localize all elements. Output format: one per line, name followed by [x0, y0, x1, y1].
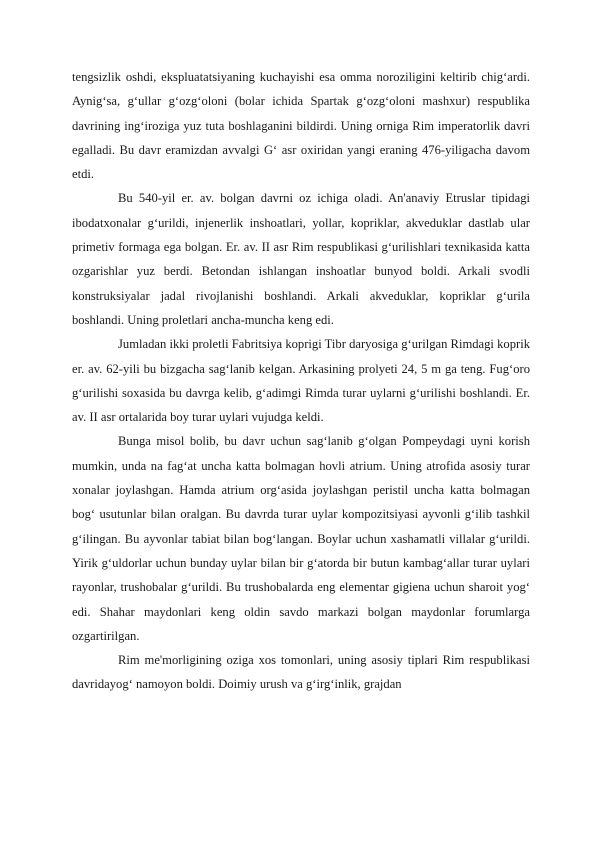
- paragraph-1: tengsizlik oshdi, ekspluatatsiyaning kuchayishi esa omma noroziligini keltirib chig‘ardi. Aynig‘sa, g‘ullar g‘ozg‘oloni (bolar ichida Spartak g‘ozg‘oloni mashxur) respublika davrining ing‘iroziga yuz tuta boshlaganini bildirdi. Uning orniga Rim imperatorlik davri egalladi. Bu davr eramizdan avvalgi G‘ asr oxiridan yangi eraning 476-yiligacha davom etdi.: [72, 70, 530, 182]
- paragraph-3: Jumladan ikki proletli Fabritsiya koprigi Tibr daryosiga g‘urilgan Rimdagi koprik er. av. 62-yili bu bizgacha sag‘lanib kelgan. Arkasining prolyeti 24, 5 m ga teng. Fug‘oro g‘urilishi soxasida bu davrga kelib, g‘adimgi Rimda turar uylarni g‘urilishi boshlandi. Er. av. II asr ortalarida boy turar uylari vujudga keldi.: [72, 337, 530, 425]
- paragraph-2: Bu 540-yil er. av. bolgan davrni oz ichiga oladi. An'anaviy Etruslar tipidagi ibodatxonalar g‘urildi, injenerlik inshoatlari, yollar, kopriklar, akveduklar dastlab ular primetiv formaga ega bolgan. Er. av. II asr Rim respublikasi g‘urilishlari texnikasida katta ozgarishlar yuz berdi. Betondan ishlangan inshoatlar bunyod boldi. Arkali svodli konstruksiyalar jadal rivojlanishi boshlandi. Arkali akveduklar, kopriklar g‘urila boshlandi. Uning proletlari ancha-muncha keng edi.: [72, 191, 530, 327]
- paragraph-5: Rim me'morligining oziga xos tomonlari, uning asosiy tiplari Rim respublikasi davridayog‘ namoyon boldi. Doimiy urush va g‘irg‘inlik, grajdan: [72, 653, 530, 692]
- document-page: [72, 65, 530, 697]
- paragraph-4: Bunga misol bolib, bu davr uchun sag‘lanib g‘olgan Pompeydagi uyni korish mumkin, unda na fag‘at uncha katta bolmagan hovli atrium. Uning atrofida asosiy turar xonalar joylashgan. Hamda atrium org‘asida joylashgan peristil uncha katta bolmagan bog‘ usutunlar bilan oralgan. Bu davrda turar uylar kompozitsiyasi ayvonli g‘ilib tashkil g‘ilingan. Bu ayvonlar tabiat bilan bog‘langan. Boylar uchun xashamatli villalar g‘urildi. Yirik g‘uldorlar uchun bunday uylar bilan bir g‘atorda bir butun kambag‘allar turar uylari rayonlar, trushobalar g‘urildi. Bu trushobalarda eng elementar gigiena uchun sharoit yog‘ edi. Shahar maydonlari keng oldin savdo markazi bolgan maydonlar forumlarga ozgartirilgan.: [72, 434, 530, 643]
